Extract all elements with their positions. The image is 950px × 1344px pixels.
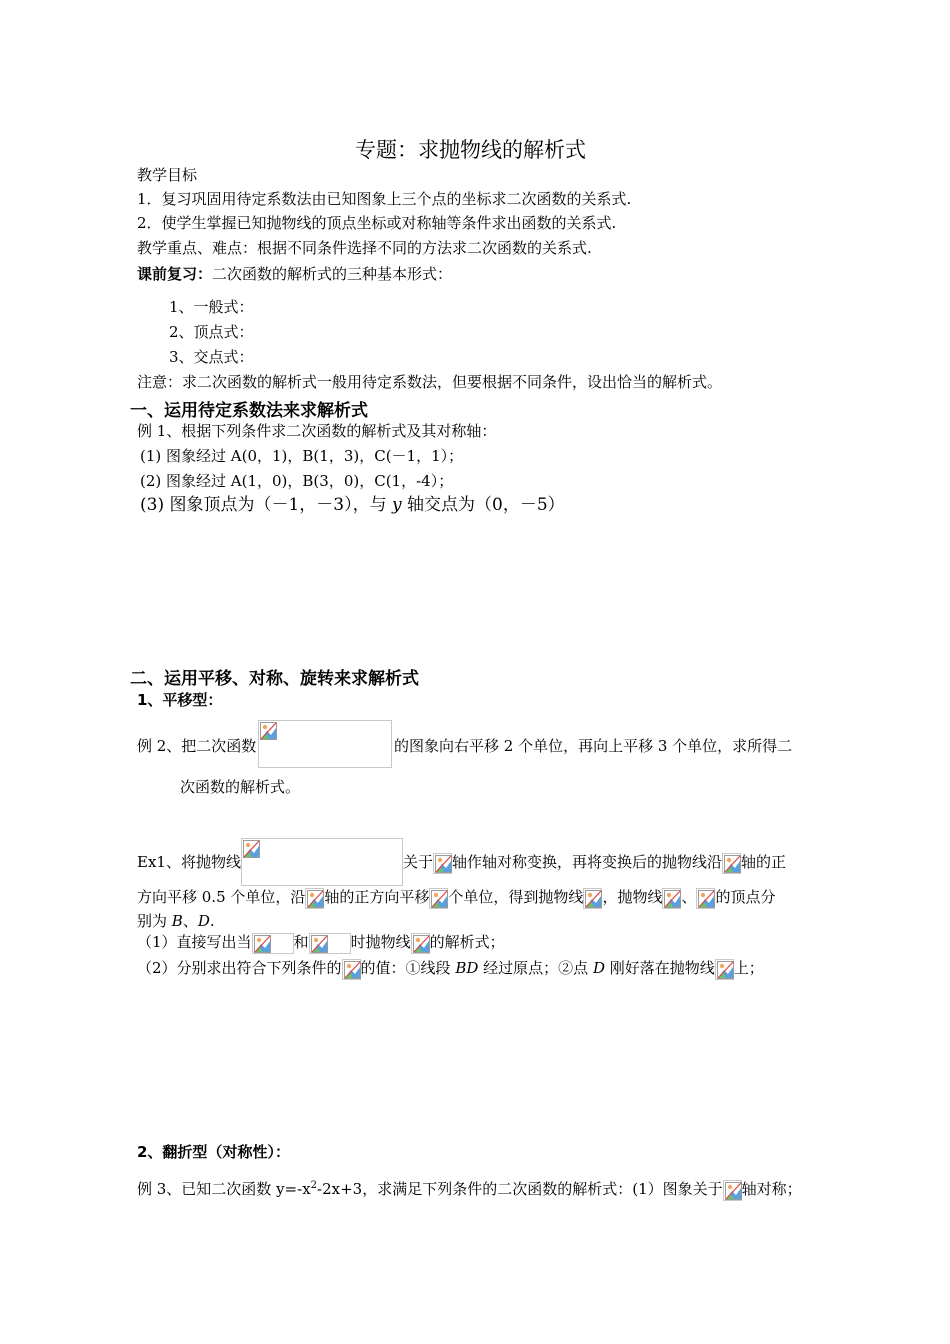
subsection-translation: 1、平移型： [137, 691, 223, 709]
item-3-text-b: 轴交点为（0，－5） [401, 495, 565, 515]
ex1-line-3 [137, 911, 215, 931]
formula-image-icon [722, 853, 741, 874]
ex1-text-i: 、 [681, 888, 697, 906]
q1-text-a: （1）直接写出当 [137, 933, 252, 951]
ex1-text-f: 轴的正方向平移 [324, 888, 430, 906]
example-3 [137, 1176, 802, 1201]
q2-text-d: 刚好落在抛物线 [604, 959, 715, 977]
formula-image-icon [241, 838, 403, 886]
ex3-text-a: 例 3、已知二次函数 y=-x [137, 1180, 311, 1198]
formula-image-icon [258, 720, 392, 768]
example-2-text-b: 的图象向右平移 2 个单位，再向上平移 3 个单位，求所得二 [394, 737, 793, 755]
ex3-exponent: 2 [310, 1180, 318, 1191]
point-d: D [197, 912, 210, 930]
ex1-line-2 [137, 887, 775, 909]
point-d: D [592, 959, 605, 977]
question-2 [137, 958, 764, 980]
form-vertex: 2、顶点式： [169, 323, 254, 341]
point-b: B [171, 912, 183, 930]
ex1-text-k3: . [209, 912, 215, 930]
example-1-item-3 [140, 495, 565, 515]
example-1: 例 1、根据下列条件求二次函数的解析式及其对称轴： [137, 422, 497, 440]
example-1-item-2: (2) 图象经过 A(1，0)，B(3，0)，C(1，-4）； [140, 472, 454, 490]
formula-image-icon [662, 888, 681, 909]
ex1-text-h: ，抛物线 [602, 888, 663, 906]
note: 注意：求二次函数的解析式一般用待定系数法，但要根据不同条件，设出恰当的解析式。 [137, 373, 723, 391]
teaching-goal-1: 1．复习巩固用待定系数法由已知图象上三个点的坐标求二次函数的关系式. [137, 190, 632, 208]
ex1-text-e: 方向平移 0.5 个单位，沿 [137, 888, 306, 906]
segment-bd: BD [455, 959, 479, 977]
formula-image-icon [715, 959, 734, 980]
ex1-text-g: 个单位，得到抛物线 [448, 888, 584, 906]
q2-text-a: （2）分别求出符合下列条件的 [137, 959, 342, 977]
formula-image-icon [252, 933, 294, 954]
ex1-text-j: 的顶点分 [715, 888, 776, 906]
section-1-heading: 一、运用待定系数法来求解析式 [130, 401, 368, 421]
q1-text-c: 时抛物线 [350, 933, 411, 951]
ex1-text-k2: 、 [182, 912, 198, 930]
ex1-text-c: 轴作轴对称变换，再将变换后的抛物线沿 [452, 853, 723, 871]
teaching-goal-2: 2．使学生掌握已知抛物线的顶点坐标或对称轴等条件求出函数的关系式. [137, 214, 617, 232]
formula-image-icon [433, 853, 452, 874]
q2-text-e: 上； [733, 959, 764, 977]
example-2-text-a: 例 2、把二次函数 [137, 737, 257, 755]
ex1-text-k1: 别为 [137, 912, 172, 930]
formula-image-icon [342, 959, 361, 980]
ex1-text-d: 轴的正 [741, 853, 787, 871]
form-general: 1、一般式： [169, 298, 254, 316]
q1-text-d: 的解析式； [429, 933, 505, 951]
subsection-reflection: 2、翻折型（对称性）： [137, 1143, 290, 1161]
q2-text-c: 经过原点；②点 [478, 959, 593, 977]
ex1-line-1 [403, 852, 786, 874]
formula-image-icon [429, 888, 448, 909]
item-3-text-a: (3) 图象顶点为（－1，－3），与 [140, 495, 393, 515]
formula-image-icon [411, 933, 430, 954]
teaching-goal-heading: 教学目标 [137, 166, 198, 184]
formula-image-icon [723, 1180, 742, 1201]
ex1-text-b: 关于 [403, 853, 434, 871]
ex1-text-a: Ex1、将抛物线 [137, 853, 241, 871]
key-points: 教学重点、难点：根据不同条件选择不同的方法求二次函数的关系式. [137, 239, 592, 257]
example-2-text-c: 次函数的解析式。 [180, 778, 301, 796]
review-line [137, 264, 452, 284]
review-label: 课前复习： [137, 265, 213, 283]
section-2-heading: 二、运用平移、对称、旋转来求解析式 [130, 669, 419, 689]
example-1-item-1: (1) 图象经过 A(0，1)，B(1，3)，C(－1，1）； [140, 447, 464, 465]
review-text: 二次函数的解析式的三种基本形式： [212, 265, 453, 283]
q2-text-b: 的值：①线段 [360, 959, 456, 977]
formula-image-icon [696, 888, 715, 909]
form-intercept: 3、交点式： [169, 348, 254, 366]
q1-text-b: 和 [293, 933, 309, 951]
formula-image-icon [583, 888, 602, 909]
ex3-text-b: -2x+3，求满足下列条件的二次函数的解析式：(1）图象关于 [317, 1180, 723, 1198]
page-title: 专题：求抛物线的解析式 [355, 138, 586, 162]
formula-image-icon [309, 933, 351, 954]
question-1 [137, 932, 505, 954]
formula-image-icon [305, 888, 324, 909]
y-variable: y [392, 495, 402, 515]
ex3-text-c: 轴对称； [741, 1180, 802, 1198]
